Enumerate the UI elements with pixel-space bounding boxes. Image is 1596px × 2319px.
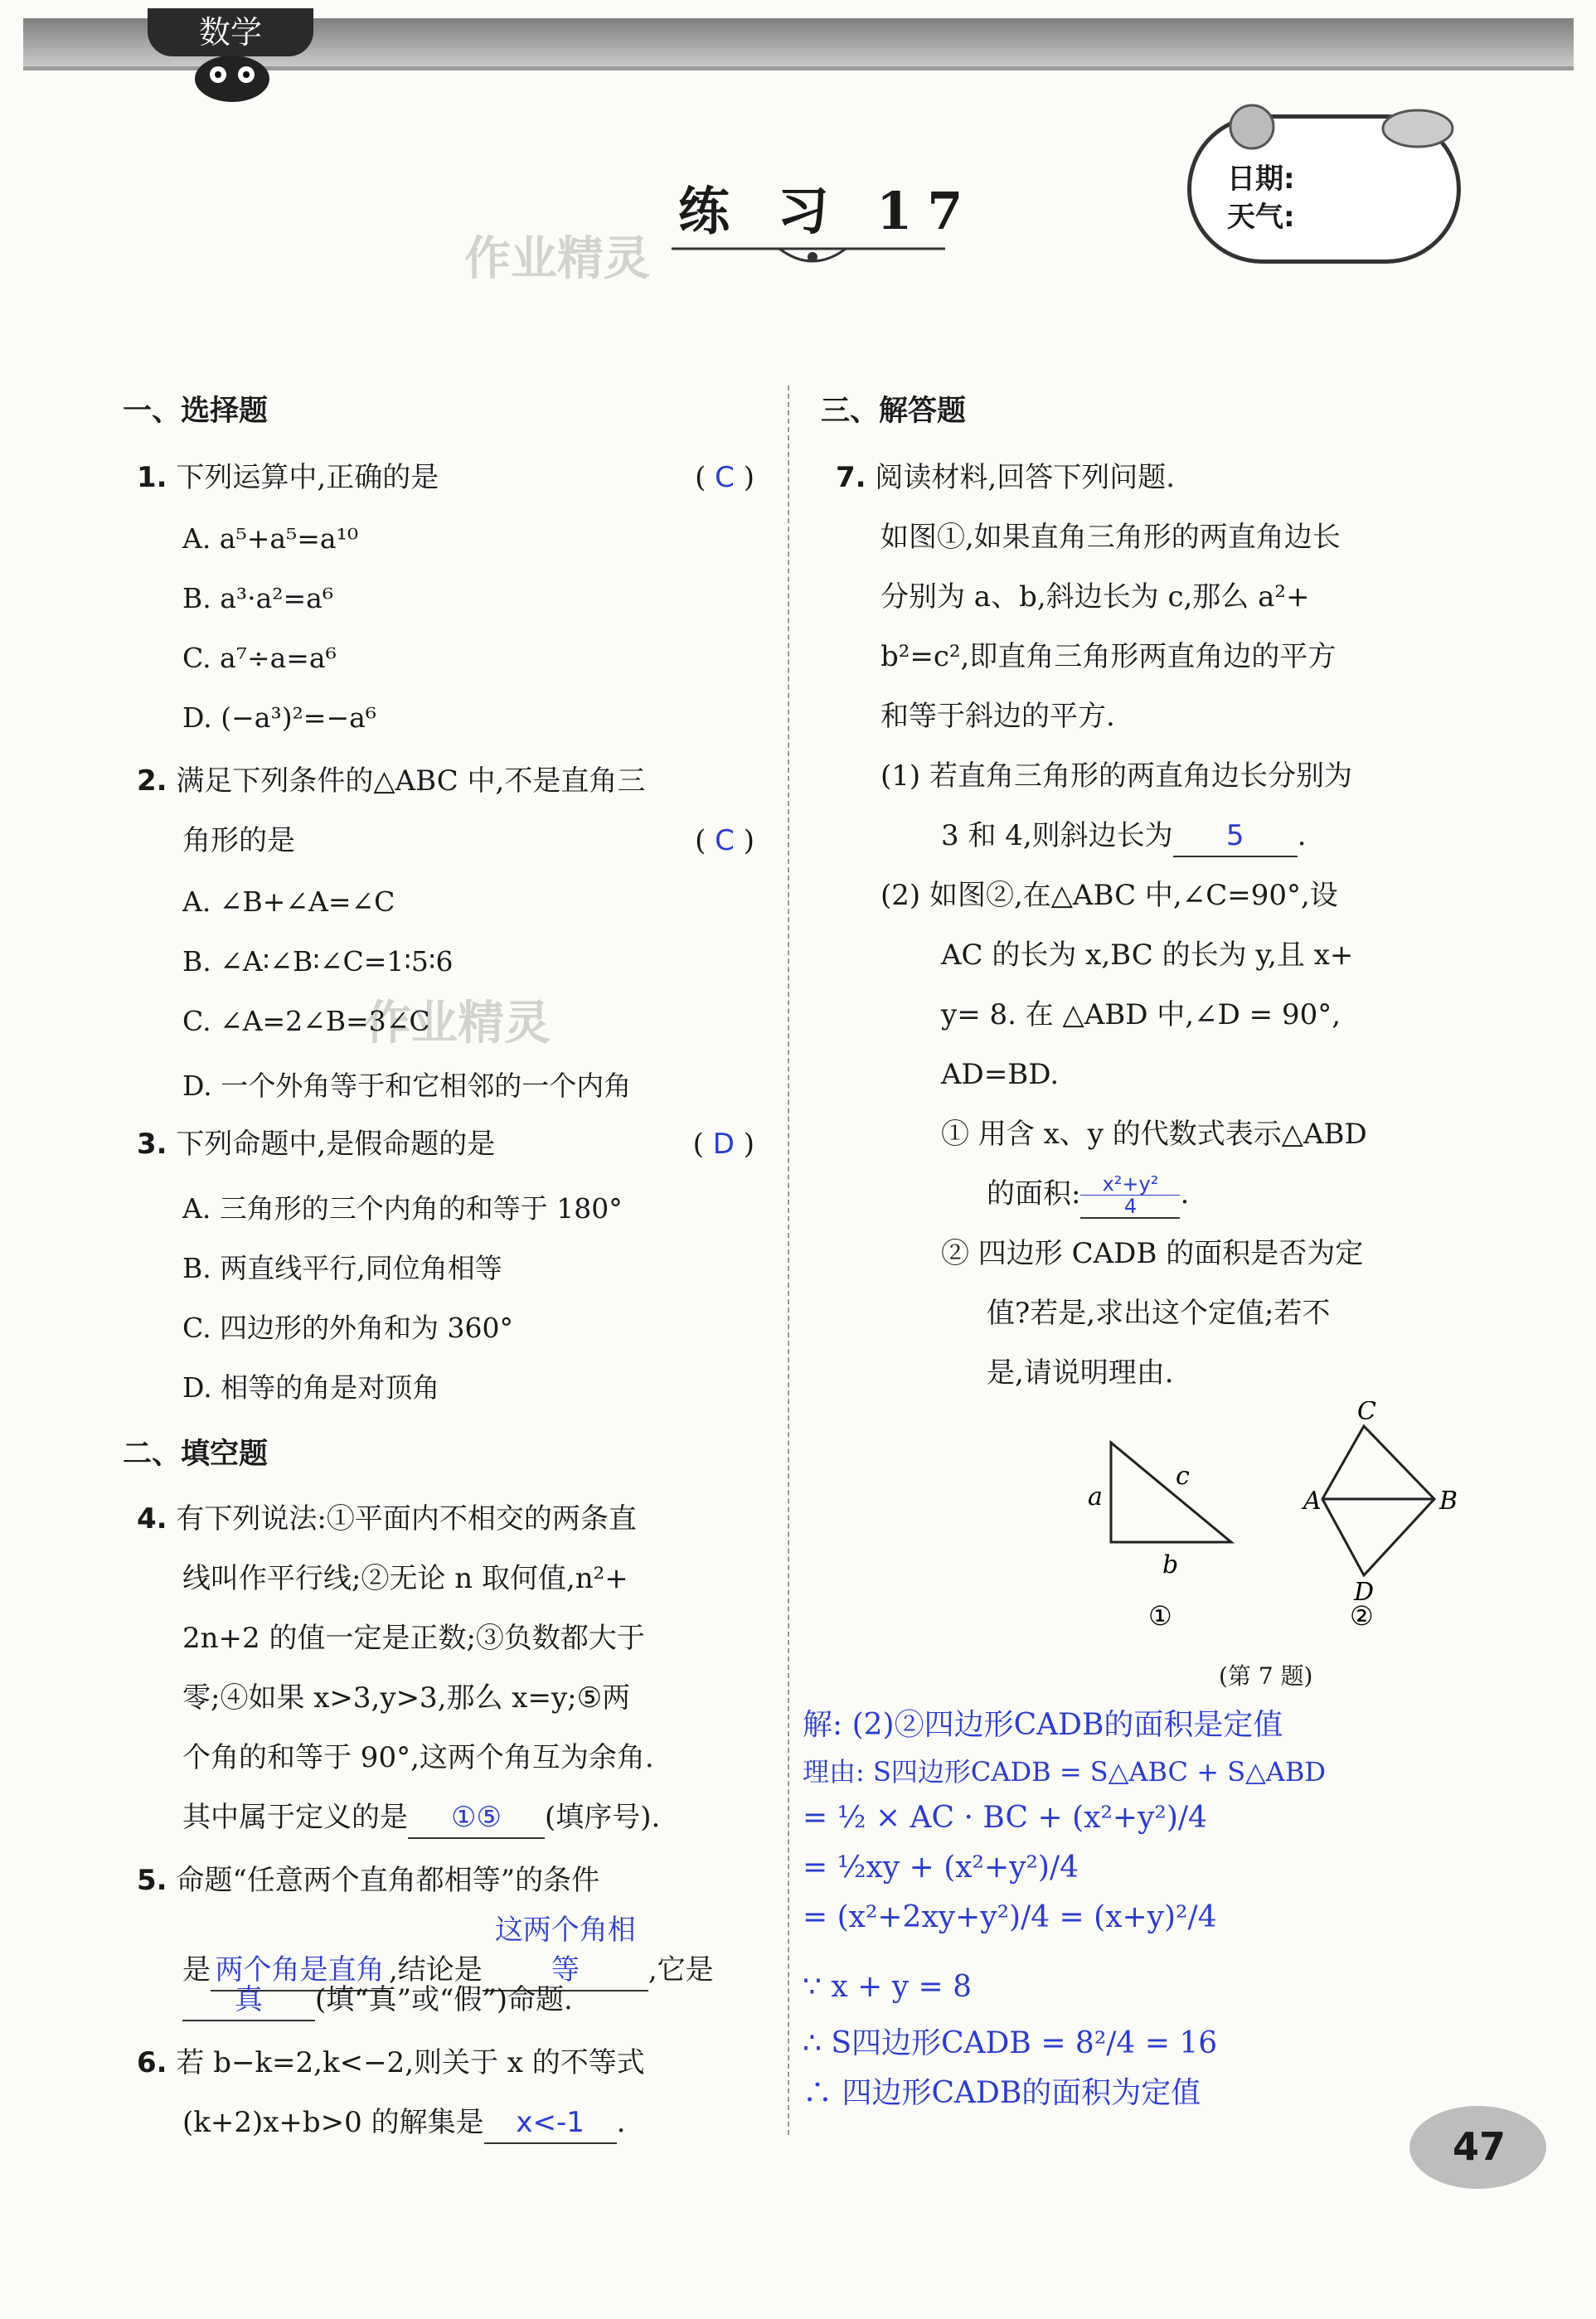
question-6-line1 [137, 2033, 645, 2093]
question-text: 2n+2 的值一定是正数;③负数都大于 [182, 1622, 645, 1655]
watermark: 作业精灵 [464, 232, 650, 286]
question-number: 3. [137, 1128, 167, 1161]
question-text: . [1180, 1177, 1190, 1210]
question-text: (填序号). [545, 1801, 661, 1834]
sun-icon [1215, 98, 1289, 156]
answer-blank-condition: 两个角是直角 [211, 1950, 389, 1992]
section-title-fill: 二、填空题 [123, 1438, 269, 1471]
question-text: 下列运算中,正确的是 [176, 461, 439, 494]
label-c: c [1176, 1462, 1190, 1491]
answer: C [715, 824, 735, 857]
option-d: D. (−a³)²=−a⁶ [182, 701, 376, 734]
question-text: ,结论是 [389, 1953, 483, 1987]
sub-question-1-blank-line [987, 1164, 1189, 1224]
material-text: 如图①,如果直角三角形的两直角边长 [880, 521, 1341, 554]
label-C: C [1357, 1401, 1376, 1426]
date-label: 日期: [1227, 163, 1295, 196]
label-B: B [1439, 1487, 1458, 1516]
question-5-line1 [137, 1851, 599, 1910]
question-text: 命题“任意两个直角都相等”的条件 [176, 1864, 600, 1897]
question-text: . [616, 2106, 626, 2139]
part-2-text: y= 8. 在 △ABD 中,∠D = 90°, [941, 998, 1341, 1031]
solution-line: 解: (2)②四边形CADB的面积是定值 [803, 1708, 1283, 1742]
cloud-icon [1376, 99, 1459, 149]
question-2 [137, 751, 754, 811]
question-text: ,它是 [648, 1953, 714, 1987]
mascot-icon [187, 50, 278, 108]
label-D: D [1354, 1578, 1375, 1607]
question-1: 1. 下列运算中,正确的是 ( C ) [137, 461, 754, 494]
answer-blank-fraction [1080, 1173, 1180, 1219]
option-c: C. 四边形的外角和为 360° [182, 1312, 514, 1344]
figure-1-right-triangle [1088, 1443, 1231, 1632]
part-1-blank-line [941, 806, 1307, 866]
section-title-choice: 一、选择题 [123, 395, 269, 428]
answer-blank: x<-1 [484, 2103, 617, 2144]
question-text: (k+2)x+b>0 的解集是 [182, 2106, 484, 2139]
question-text: 个角的和等于 90°,这两个角互为余角. [182, 1741, 654, 1774]
option-d: D. 一个外角等于和它相邻的一个内角 [182, 1070, 632, 1102]
section-title-answer: 三、解答题 [821, 395, 967, 428]
figure-2-number: ② [1350, 1600, 1374, 1632]
question-number: 1. [137, 461, 167, 494]
question-7-intro [836, 448, 1175, 507]
answer-blank-truth: 真 [182, 1980, 315, 2021]
answer-blank-conclusion: 这两个角相等 [483, 1910, 648, 1992]
question-4-line1 [137, 1489, 637, 1549]
question-text: 的面积: [987, 1177, 1081, 1210]
question-5-line3 [182, 1970, 573, 2030]
question-4-blank-line [182, 1788, 660, 1847]
question-number: 4. [137, 1502, 167, 1535]
question-text: 满足下列条件的△ABC 中,不是直角三 [176, 764, 646, 798]
option-c: C. a⁷÷a=a⁶ [182, 642, 337, 674]
figure-caption: (第 7 题) [1219, 1662, 1313, 1690]
material-text: 分别为 a、b,斜边长为 c,那么 a²+ [880, 580, 1310, 614]
question-text: 有下列说法:①平面内不相交的两条直 [176, 1502, 637, 1535]
solution-line: 理由: S四边形CADB = S△ABC + S△ABD [803, 1756, 1327, 1788]
option-a: A. ∠B+∠A=∠C [182, 885, 395, 918]
part-2-text: (2) 如图②,在△ABC 中,∠C=90°,设 [880, 879, 1338, 912]
material-text: 和等于斜边的平方. [880, 700, 1115, 733]
subject-tag: 数学 [148, 8, 313, 56]
part-2-text: AD=BD. [941, 1058, 1060, 1091]
question-text: 若 b−k=2,k<−2,则关于 x 的不等式 [176, 2046, 645, 2079]
title-ornament [663, 232, 962, 274]
label-b: b [1162, 1550, 1179, 1579]
sub-question-2: ② 四边形 CADB 的面积是否为定 [941, 1237, 1364, 1270]
option-c: C. ∠A=2∠B=3∠C [182, 1005, 430, 1037]
question-number: 6. [137, 2046, 167, 2079]
question-text: 是 [182, 1953, 211, 1987]
part-1-text: (1) 若直角三角形的两直角边长分别为 [880, 759, 1352, 793]
weather-label: 天气: [1227, 201, 1295, 234]
page-title: 练 习 17 [678, 181, 978, 241]
page-number: 47 [1453, 2124, 1506, 2169]
sub-question-2: 值?若是,求出这个定值;若不 [987, 1297, 1331, 1330]
figure-7 [1078, 1401, 1476, 1650]
solution-line: ∴ 四边形CADB的面积为定值 [803, 2076, 1201, 2110]
question-3: 3. 下列命题中,是假命题的是 ( D ) [137, 1128, 754, 1161]
solution-line: = (x²+2xy+y²)/4 = (x+y)²/4 [803, 1900, 1217, 1934]
fraction-numerator: x²+y² [1080, 1173, 1180, 1196]
question-number: 5. [137, 1864, 167, 1897]
figure-2-quadrilateral [1301, 1401, 1458, 1632]
answer-blank: ①⑤ [408, 1797, 545, 1839]
option-a: A. a⁵+a⁵=a¹⁰ [182, 522, 359, 555]
material-text: b²=c²,即直角三角形两直角边的平方 [880, 640, 1336, 673]
answer-blank: 5 [1173, 816, 1298, 857]
figure-1-number: ① [1148, 1600, 1172, 1632]
option-d: D. 相等的角是对顶角 [182, 1371, 440, 1404]
solution-line: = ½xy + (x²+y²)/4 [803, 1851, 1079, 1885]
column-divider [788, 386, 789, 2135]
question-6-line2 [182, 2093, 625, 2152]
question-text: 线叫作平行线;②无论 n 取何值,n²+ [182, 1562, 628, 1595]
option-b: B. ∠A∶∠B∶∠C=1∶5∶6 [182, 945, 454, 978]
question-text: 零;④如果 x>3,y>3,那么 x=y;⑤两 [182, 1681, 631, 1715]
solution-line: ∴ S四边形CADB = 8²/4 = 16 [803, 2026, 1218, 2060]
solution-line: = ½ × AC · BC + (x²+y²)/4 [803, 1801, 1207, 1835]
question-text: 下列命题中,是假命题的是 [176, 1128, 496, 1161]
question-number: 2. [137, 764, 167, 798]
option-b: B. a³·a²=a⁶ [182, 582, 334, 614]
question-text: . [1297, 819, 1307, 852]
sub-question-1: ① 用含 x、y 的代数式表示△ABD [941, 1118, 1367, 1151]
solution-line: ∵ x + y = 8 [803, 1970, 972, 2004]
option-a: A. 三角形的三个内角的和等于 180° [182, 1192, 623, 1225]
label-a: a [1088, 1482, 1103, 1511]
question-2-cont: 角形的是 ( C ) [182, 824, 754, 857]
answer: C [715, 461, 735, 494]
question-text: 3 和 4,则斜边长为 [941, 819, 1173, 852]
question-text: 其中属于定义的是 [182, 1801, 408, 1834]
sub-question-2: 是,请说明理由. [987, 1356, 1174, 1390]
fraction-denominator: 4 [1123, 1194, 1138, 1218]
answer: D [712, 1128, 735, 1161]
option-b: B. 两直线平行,同位角相等 [182, 1252, 502, 1284]
question-text: 角形的是 [182, 824, 295, 857]
part-2-text: AC 的长为 x,BC 的长为 y,且 x+ [941, 939, 1354, 972]
question-text: 阅读材料,回答下列问题. [875, 461, 1176, 494]
label-A: A [1303, 1487, 1322, 1516]
watermark: 作业精灵 [365, 997, 551, 1050]
question-number: 7. [836, 461, 866, 494]
question-text: (填“真”或“假”)命题. [315, 1983, 573, 2016]
